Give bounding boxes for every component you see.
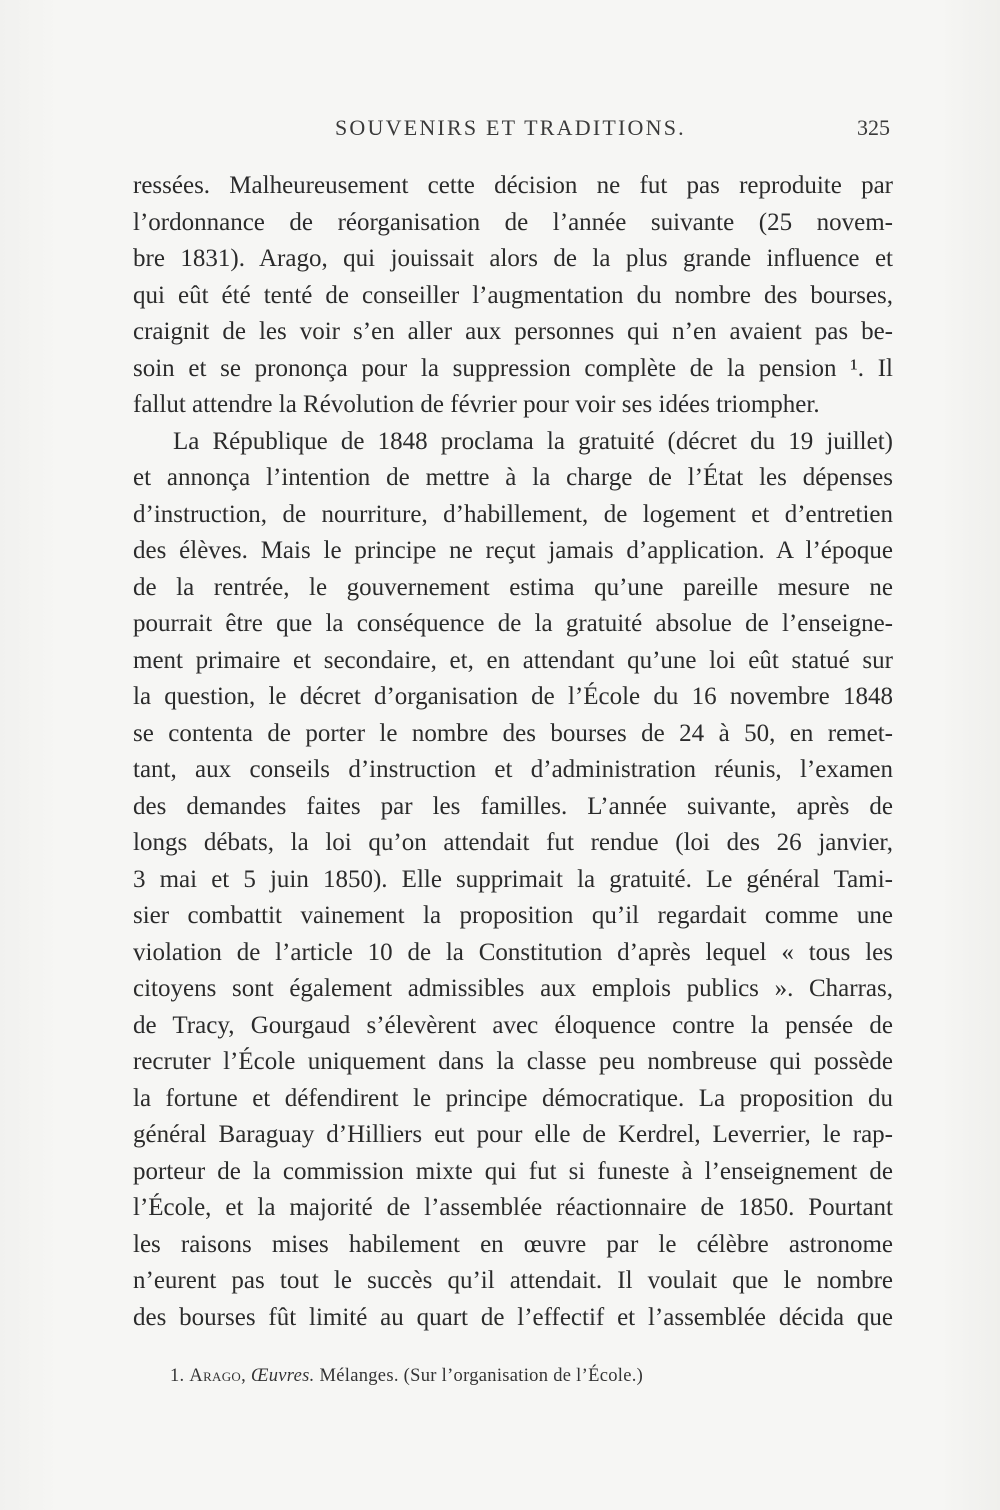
text-line: 3 mai et 5 juin 1850). Elle supprimait la gratuité. Le général Tami-	[133, 865, 893, 893]
text-line: craignit de les voir s’en aller aux personnes qui n’en avaient pas be-	[133, 318, 893, 345]
text-line: n’eurent pas tout le succès qu’il attendait. Il voulait que le nombre	[133, 1267, 893, 1294]
text-line: citoyens sont également admissibles aux emplois publics ». Charras,	[133, 975, 893, 1002]
page-header	[0, 115, 1000, 145]
text-line: violation de l’article 10 de la Constitution d’après lequel « tous les	[133, 938, 893, 966]
text-line: l’École, et la majorité de l’assemblée réactionnaire de 1850. Pourtant	[133, 1194, 893, 1221]
text-line: la question, le décret d’organisation de l’École du 16 novembre 1848	[133, 683, 893, 710]
text-line: et annonça l’intention de mettre à la charge de l’État les dépenses	[133, 464, 893, 491]
text-line: des demandes faites par les familles. L’année suivante, après de	[133, 792, 893, 820]
text-line: d’instruction, de nourriture, d’habillement, de logement et d’entretien	[133, 500, 893, 528]
footnote-author: Arago,	[189, 1366, 247, 1386]
text-line: de la rentrée, le gouvernement estima qu’une pareille mesure ne	[133, 573, 893, 601]
text-line: se contenta de porter le nombre des bourses de 24 à 50, en remet-	[133, 719, 893, 747]
text-line: soin et se prononça pour la suppression complète de la pension ¹. Il	[133, 354, 893, 382]
text-line: qui eût été tenté de conseiller l’augmentation du nombre des bourses,	[133, 281, 893, 309]
text-line: des bourses fût limité au quart de l’effectif et l’assemblée décida que	[133, 1303, 893, 1331]
text-line: sier combattit vainement la proposition qu’il regardait comme une	[133, 902, 893, 929]
text-line: longs débats, la loi qu’on attendait fut rendue (loi des 26 janvier,	[133, 829, 893, 856]
text-line: pourrait être que la conséquence de la gratuité absolue de l’enseigne-	[133, 610, 893, 637]
footnote-rest: Mélanges. (Sur l’organisation de l’École.)	[319, 1366, 644, 1386]
text-line: La République de 1848 proclama la gratuité (décret du 19 juillet)	[173, 427, 893, 455]
text-line: porteur de la commission mixte qui fut si funeste à l’enseignement de	[133, 1157, 893, 1185]
text-line: bre 1831). Arago, qui jouissait alors de la plus grande influence et	[133, 245, 893, 272]
text-line: ment primaire et secondaire, et, en attendant qu’une loi eût statué sur	[133, 646, 893, 674]
text-line: tant, aux conseils d’instruction et d’administration réunis, l’examen	[133, 756, 893, 783]
text-line: de Tracy, Gourgaud s’élevèrent avec éloquence contre la pensée de	[133, 1011, 893, 1039]
text-line: ressées. Malheureusement cette décision ne fut pas reproduite par	[133, 172, 893, 199]
footnote-work: Œuvres.	[250, 1366, 315, 1386]
text-line: des élèves. Mais le principe ne reçut jamais d’application. A l’époque	[133, 537, 893, 564]
text-line: fallut attendre la Révolution de février pour voir ses idées triompher.	[133, 391, 820, 418]
text-line: l’ordonnance de réorganisation de l’année suivante (25 novem-	[133, 208, 893, 236]
footnote-number: 1.	[170, 1366, 185, 1386]
text-line: les raisons mises habilement en œuvre par le célèbre astronome	[133, 1230, 893, 1258]
text-line: général Baraguay d’Hilliers eut pour elle de Kerdrel, Leverrier, le rap-	[133, 1121, 893, 1148]
text-line: recruter l’École uniquement dans la classe peu nombreuse qui possède	[133, 1048, 893, 1075]
text-line: la fortune et défendirent le principe démocratique. La proposition du	[133, 1084, 893, 1112]
running-title: SOUVENIRS ET TRADITIONS.	[335, 115, 686, 140]
footnote	[170, 1366, 643, 1387]
page-number: 325	[857, 115, 890, 140]
body-text	[133, 168, 893, 1336]
